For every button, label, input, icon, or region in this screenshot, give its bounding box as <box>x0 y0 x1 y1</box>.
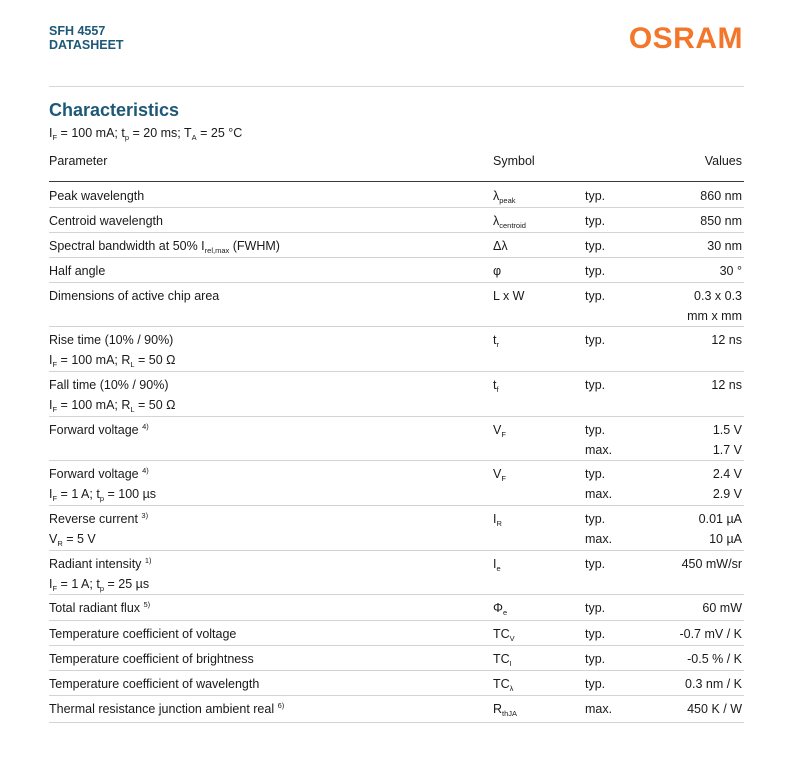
qualifier-cell-line: typ. <box>585 512 606 526</box>
table-row <box>49 551 744 595</box>
qualifier-cell <box>585 624 605 644</box>
value-cell <box>700 211 742 231</box>
qualifier-cell-line: typ. <box>585 333 606 347</box>
symbol-cell-line: $t_r$ <box>493 333 499 349</box>
parameter-cell <box>49 554 469 594</box>
qualifier-cell <box>585 286 605 306</box>
qualifier-cell <box>585 420 612 460</box>
qualifier-cell <box>585 261 605 281</box>
value-cell-line: 1.7 V <box>712 443 742 457</box>
qualifier-cell <box>585 330 605 350</box>
section-title: Characteristics <box>49 100 180 120</box>
qualifier-cell-line: max. <box>585 443 613 457</box>
parameter-cell <box>49 624 469 644</box>
document-type: DATASHEET <box>49 38 124 52</box>
value-cell-line: 2.4 V <box>712 467 742 481</box>
parameter-cell-line: $I_F = 1$ A; $t_p = 100$ µs <box>49 487 157 503</box>
value-cell <box>720 261 742 281</box>
value-cell-line: -0.5 % / K <box>687 652 742 666</box>
parameter-cell-line: Reverse current $^{3)}$ <box>49 511 149 526</box>
value-cell <box>685 674 742 694</box>
brand-logo: OSRAM <box>628 22 743 55</box>
parameter-cell-line: Temperature coefficient of voltage <box>49 627 237 641</box>
parameter-cell-line: Temperature coefficient of brightness <box>49 652 254 666</box>
symbol-cell-line: $I_e$ <box>493 557 501 573</box>
qualifier-cell-line: typ. <box>585 239 606 253</box>
parameter-cell <box>49 186 469 206</box>
value-cell-line: 450 mW/sr <box>681 557 742 571</box>
value-cell-line: 1.5 V <box>712 423 742 437</box>
table-row <box>49 208 744 233</box>
value-cell-line: 860 nm <box>700 189 742 203</box>
qualifier-cell-line: typ. <box>585 289 606 303</box>
value-cell-line: 0.3 nm / K <box>685 677 742 691</box>
qualifier-cell <box>585 598 605 618</box>
table-row <box>49 461 744 506</box>
parameter-cell <box>49 420 469 440</box>
parameter-cell-line: Forward voltage $^{4)}$ <box>49 466 149 481</box>
value-cell <box>707 236 742 256</box>
symbol-cell-line: $V_F$ <box>493 467 506 483</box>
parameter-cell-line: $I_F = 100$ mA; $R_L = 50$ Ω <box>49 398 176 414</box>
symbol-cell <box>493 509 502 529</box>
qualifier-cell-line: typ. <box>585 264 606 278</box>
symbol-cell-line: $R_{thJA}$ <box>493 702 518 718</box>
value-cell <box>700 186 742 206</box>
value-cell-line: 12 ns <box>711 333 742 347</box>
column-header-symbol: Symbol <box>493 154 535 168</box>
symbol-cell <box>493 649 512 669</box>
parameter-cell <box>49 598 469 618</box>
qualifier-cell-line: typ. <box>585 601 606 615</box>
symbol-cell <box>493 236 508 256</box>
symbol-cell-line: $\Phi_e$ <box>493 601 508 617</box>
parameter-cell-line: Fall time (10% / 90%) <box>49 378 169 392</box>
symbol-cell-line: $TC_\lambda$ <box>493 677 514 693</box>
symbol-cell <box>493 464 506 484</box>
value-cell-line: 0.3 x 0.3 <box>694 289 742 303</box>
value-cell-line: mm x mm <box>687 309 742 323</box>
value-cell <box>679 624 742 644</box>
parameter-cell <box>49 674 469 694</box>
qualifier-cell <box>585 375 605 395</box>
value-cell-line: 850 nm <box>700 214 742 228</box>
qualifier-cell-line: typ. <box>585 467 606 481</box>
symbol-cell-line: $I_R$ <box>493 512 502 528</box>
symbol-cell-line: $\lambda_{peak}$ <box>493 189 516 205</box>
parameter-cell-line: Centroid wavelength <box>49 214 163 228</box>
parameter-cell <box>49 649 469 669</box>
qualifier-cell <box>585 554 605 574</box>
parameter-cell <box>49 330 469 370</box>
value-cell <box>711 330 742 350</box>
table-row <box>49 595 744 621</box>
table-row <box>49 372 744 417</box>
parameter-cell-line: Thermal resistance junction ambient real $^{6)}$ <box>49 701 285 716</box>
table-row <box>49 233 744 258</box>
qualifier-cell-line: max. <box>585 702 613 716</box>
parameter-cell <box>49 261 469 281</box>
value-cell <box>699 509 742 549</box>
value-cell-line: 12 ns <box>711 378 742 392</box>
qualifier-cell-line: max. <box>585 487 613 501</box>
parameter-cell <box>49 236 469 256</box>
qualifier-cell <box>585 649 605 669</box>
value-cell-line: -0.7 mV / K <box>679 627 742 641</box>
parameter-cell-line: Forward voltage $^{4)}$ <box>49 422 149 437</box>
qualifier-cell-line: typ. <box>585 378 606 392</box>
symbol-cell <box>493 330 499 350</box>
parameter-cell-line: $I_F = 100$ mA; $R_L = 50$ Ω <box>49 353 176 369</box>
parameter-cell-line: Half angle <box>49 264 106 278</box>
qualifier-cell-line: typ. <box>585 214 606 228</box>
table-row <box>49 258 744 283</box>
parameter-cell-line: Total radiant flux $^{5)}$ <box>49 600 151 615</box>
column-header-values: Values <box>704 154 742 168</box>
value-cell-line: 30 nm <box>707 239 742 253</box>
parameter-cell <box>49 375 469 415</box>
symbol-cell-line: $t_f$ <box>493 378 499 394</box>
symbol-cell <box>493 624 515 644</box>
value-cell <box>713 420 742 460</box>
qualifier-cell <box>585 211 605 231</box>
symbol-cell <box>493 211 526 231</box>
value-cell <box>687 649 742 669</box>
parameter-cell <box>49 211 469 231</box>
symbol-cell-line: $TC_V$ <box>493 627 515 643</box>
qualifier-cell-line: typ. <box>585 627 606 641</box>
table-row <box>49 671 744 696</box>
parameter-cell-line: Rise time (10% / 90%) <box>49 333 174 347</box>
table-row <box>49 506 744 551</box>
qualifier-cell <box>585 674 605 694</box>
value-cell-line: 2.9 V <box>712 487 742 501</box>
parameter-cell-line: $I_F = 1$ A; $t_p = 25$ µs <box>49 577 150 593</box>
value-cell-line: 450 K / W <box>687 702 742 716</box>
value-cell-line: 60 mW <box>702 601 742 615</box>
parameter-cell <box>49 286 469 306</box>
symbol-cell-line: $\lambda_{centroid}$ <box>493 214 526 230</box>
qualifier-cell <box>585 464 612 504</box>
value-cell <box>687 286 742 326</box>
symbol-cell-line: φ <box>493 264 502 278</box>
qualifier-cell <box>585 699 612 719</box>
value-cell-line: 30 ° <box>719 264 742 278</box>
parameter-cell <box>49 464 469 504</box>
qualifier-cell-line: max. <box>585 532 613 546</box>
symbol-cell <box>493 186 516 206</box>
symbol-cell <box>493 261 501 281</box>
qualifier-cell <box>585 509 612 549</box>
table-row <box>49 696 744 723</box>
value-cell <box>687 699 742 719</box>
qualifier-cell <box>585 236 605 256</box>
parameter-cell-line: Radiant intensity $^{1)}$ <box>49 556 152 571</box>
table-row <box>49 327 744 372</box>
symbol-cell <box>493 554 501 574</box>
symbol-cell-line: L x W <box>493 289 525 303</box>
header-divider <box>49 86 744 87</box>
value-cell-line: 10 µA <box>709 532 742 546</box>
parameter-cell-line: $V_R = 5$ V <box>49 532 96 548</box>
value-cell <box>711 375 742 395</box>
symbol-cell <box>493 375 499 395</box>
parameter-cell-line: Spectral bandwidth at 50% $I_{rel,max}$ (FWHM) <box>49 239 280 255</box>
qualifier-cell-line: typ. <box>585 189 606 203</box>
parameter-cell-line: Temperature coefficient of wavelength <box>49 677 260 691</box>
parameter-cell-line: Peak wavelength <box>49 189 145 203</box>
parameter-cell <box>49 509 469 549</box>
column-header-parameter: Parameter <box>49 154 108 168</box>
qualifier-cell-line: typ. <box>585 557 606 571</box>
symbol-cell <box>493 286 524 306</box>
symbol-cell-line: Δλ <box>493 239 508 253</box>
table-row <box>49 283 744 327</box>
qualifier-cell <box>585 186 605 206</box>
part-number: SFH 4557 <box>49 24 106 38</box>
qualifier-cell-line: typ. <box>585 423 606 437</box>
parameter-cell <box>49 699 469 719</box>
table-header-divider <box>49 181 744 182</box>
parameter-cell-line: Dimensions of active chip area <box>49 289 220 303</box>
value-cell-line: 0.01 µA <box>698 512 742 526</box>
qualifier-cell-line: typ. <box>585 677 606 691</box>
symbol-cell-line: $TC_I$ <box>493 652 512 668</box>
symbol-cell <box>493 420 506 440</box>
value-cell <box>702 598 742 618</box>
symbol-cell <box>493 699 517 719</box>
table-row <box>49 621 744 646</box>
table-row <box>49 183 744 208</box>
value-cell <box>682 554 742 574</box>
symbol-cell-line: $V_F$ <box>493 423 506 439</box>
characteristics-table <box>49 183 744 723</box>
table-row <box>49 646 744 671</box>
test-conditions: $I_F = 100$ mA; $t_p = 20$ ms; $T_A = 25$ °C <box>49 126 243 142</box>
value-cell <box>713 464 742 504</box>
symbol-cell <box>493 674 513 694</box>
qualifier-cell-line: typ. <box>585 652 606 666</box>
symbol-cell <box>493 598 507 618</box>
table-row <box>49 417 744 461</box>
